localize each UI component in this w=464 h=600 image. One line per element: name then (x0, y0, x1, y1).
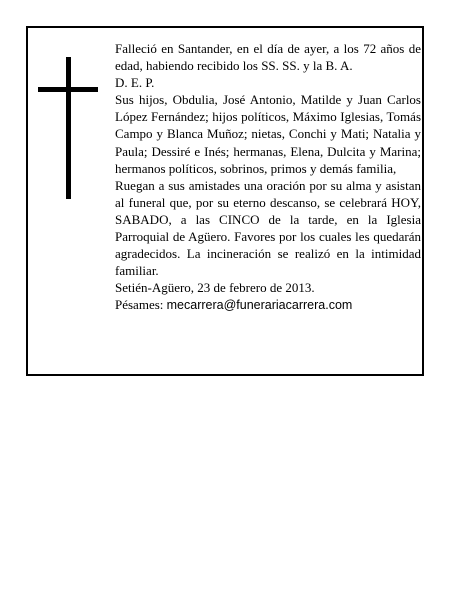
condolences-email: mecarrera@funerariacarrera.com (166, 298, 353, 313)
announcement-paragraph: Falleció en Santander, en el día de ayer, a los 72 años de edad, habiendo recibido los SS. SS. y la B. A. (115, 41, 421, 74)
condolences-line (115, 296, 421, 314)
family-paragraph: Sus hijos, Obdulia, José Antonio, Matilde y Juan Carlos López Fernández; hijos políticos, Máximo Iglesias, Tomás Campo y Blanca Muñoz; nietas, Conchi y Mati; Natalia y Paula; Dessiré e Inés; hermanas, Elena, Dulcita y Marina; hermanos políticos, sobrinos, primos y demás familia, (115, 92, 421, 176)
dep-line: D. E. P. (115, 75, 155, 91)
cross-horizontal-bar (38, 87, 98, 92)
funeral-request-paragraph: Ruegan a sus amistades una oración por su alma y asistan al funeral que, por su eterno descanso, se celebrará HOY, SABADO, a las CINCO de la tarde, en la Iglesia Parroquial de Agüero. Favores por los cuales les quedarán agradecidos. La incineración se realizó en la intimidad familiar. (115, 177, 421, 279)
place-date-line: Setién-Agüero, 23 de febrero de 2013. (115, 280, 315, 296)
cross-vertical-bar (66, 57, 71, 199)
condolences-label: Pésames: (115, 297, 164, 313)
obituary-notice (26, 26, 424, 376)
latin-cross-icon (38, 57, 98, 199)
obituary-text (115, 40, 421, 315)
